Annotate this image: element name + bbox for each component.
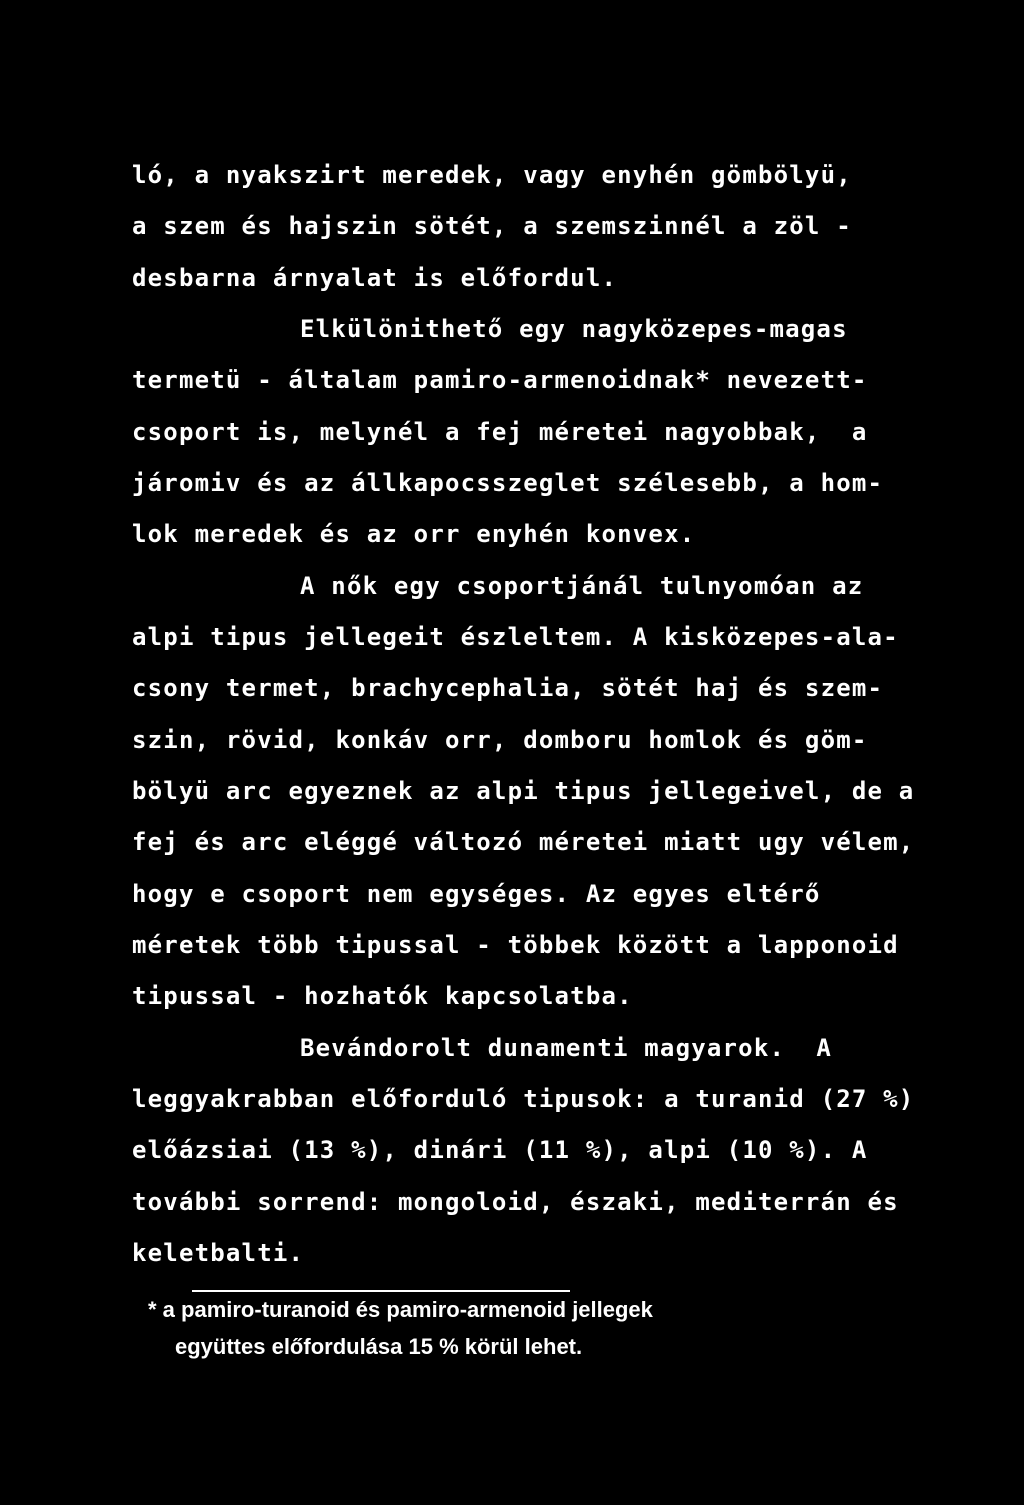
body-line-21: további sorrend: mongoloid, északi, mediterrán és [132, 1188, 899, 1216]
body-line-2: a szem és hajszin sötét, a szemszinnél a zöl - [132, 212, 852, 240]
body-line-20: előázsiai (13 %), dinári (11 %), alpi (10 %). A [132, 1136, 868, 1164]
footnote-line-1: * a pamiro-turanoid és pamiro-armenoid jellegek [148, 1297, 653, 1322]
body-line-10: alpi tipus jellegeit észleltem. A kisközepes-ala- [132, 623, 899, 651]
body-line-9: A nők egy csoportjánál tulnyomóan az [300, 572, 864, 600]
body-line-8: lok meredek és az orr enyhén konvex. [132, 520, 696, 548]
body-line-5: termetü - általam pamiro-armenoidnak* nevezett- [132, 366, 868, 394]
footnote-line-2: együttes előfordulása 15 % körül lehet. [175, 1334, 583, 1359]
body-line-4: Elkülönithető egy nagyközepes-magas [300, 315, 848, 343]
body-line-13: bölyü arc egyeznek az alpi tipus jellegeivel, de a [132, 777, 915, 805]
body-line-22: keletbalti. [132, 1239, 305, 1267]
body-line-15: hogy e csoport nem egységes. Az egyes eltérő [132, 880, 821, 908]
body-line-17: tipussal - hozhatók kapcsolatba. [132, 982, 633, 1010]
body-line-18: Bevándorolt dunamenti magyarok. A [300, 1034, 833, 1062]
body-line-14: fej és arc eléggé változó méretei miatt ugy vélem, [132, 828, 915, 856]
body-line-19: leggyakrabban előforduló tipusok: a turanid (27 %) [132, 1085, 915, 1113]
body-line-12: szin, rövid, konkáv orr, domboru homlok és göm- [132, 726, 868, 754]
body-line-11: csony termet, brachycephalia, sötét haj és szem- [132, 674, 884, 702]
body-line-16: méretek több tipussal - többek között a lapponoid [132, 931, 899, 959]
body-line-6: csoport is, melynél a fej méretei nagyobbak, a [132, 418, 868, 446]
body-line-3: desbarna árnyalat is előfordul. [132, 264, 618, 292]
body-line-7: járomiv és az állkapocsszeglet szélesebb, a hom- [132, 469, 884, 497]
body-line-1: ló, a nyakszirt meredek, vagy enyhén gömbölyü, [132, 161, 852, 189]
footnote-separator [192, 1290, 570, 1292]
